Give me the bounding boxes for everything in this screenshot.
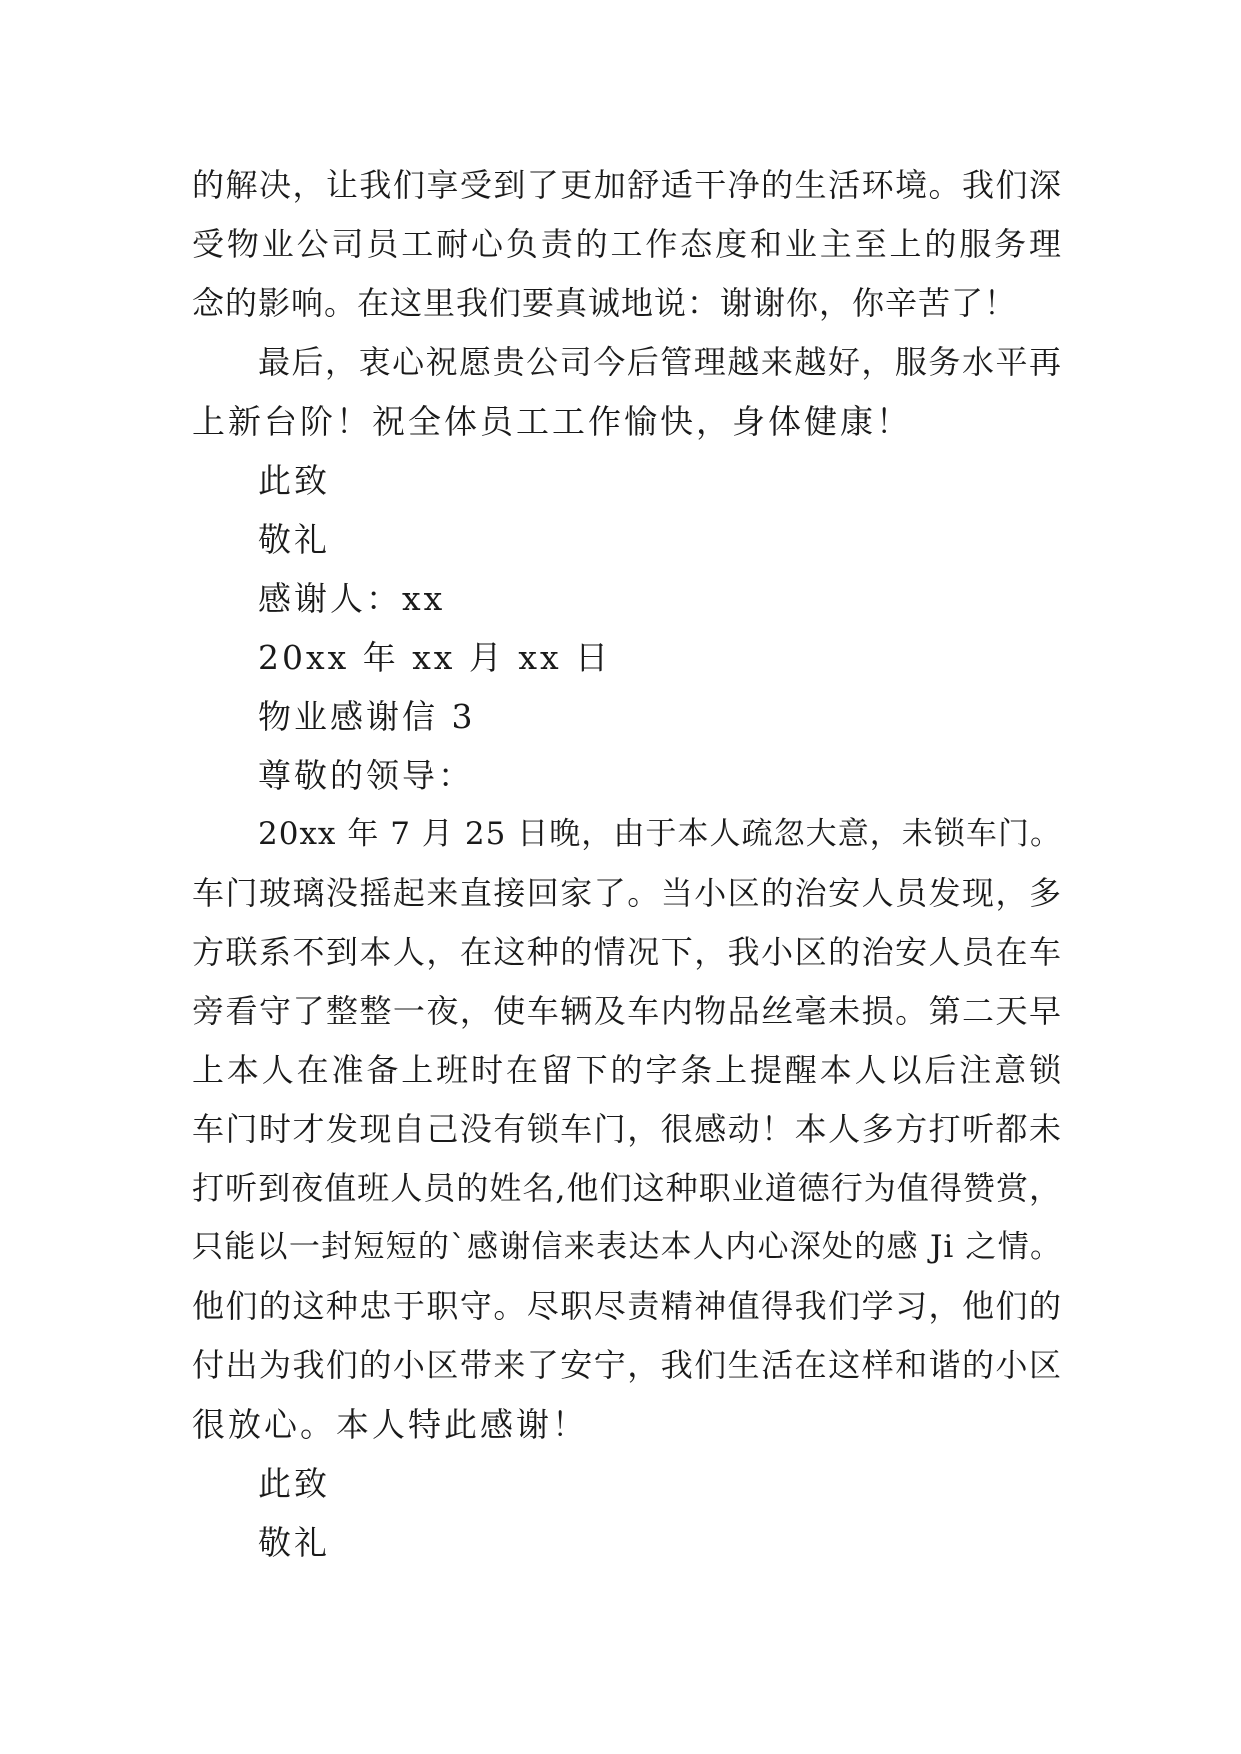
closing-salutation: 此致: [258, 461, 330, 500]
letter-body: [192, 156, 1062, 1572]
greeting-line: 尊敬的领导：: [258, 756, 474, 795]
text-line: 20xx 年 7 月 25 日晚，由于本人疏忽大意，未锁车门。: [258, 816, 1062, 852]
text-line: 他们的这种忠于职守。尽职尽责精神值得我们学习，他们的: [192, 1287, 1062, 1325]
text-line: 上新台阶！祝全体员工工作愉快，身体健康！: [192, 402, 912, 441]
text-line: 的解决，让我们享受到了更加舒适干净的生活环境。我们深: [192, 166, 1062, 204]
text-line: 受物业公司员工耐心负责的工作态度和业主至上的服务理: [192, 225, 1062, 263]
closing-salutation: 此致: [258, 1464, 330, 1503]
text-line: 车门时才发现自己没有锁车门，很感动！本人多方打听都未: [192, 1110, 1062, 1148]
signature-line: 感谢人：xx: [258, 579, 446, 618]
text-line: 方联系不到本人，在这种的情况下，我小区的治安人员在车: [192, 933, 1062, 971]
text-line: 旁看守了整整一夜，使车辆及车内物品丝毫未损。第二天早: [192, 992, 1062, 1030]
section-title: 物业感谢信 3: [258, 697, 476, 736]
text-line: 最后，衷心祝愿贵公司今后管理越来越好，服务水平再: [258, 343, 1062, 381]
closing-regards: 敬礼: [258, 520, 330, 559]
date-line: 20xx 年 xx 月 xx 日: [258, 638, 612, 677]
text-line: 很放心。本人特此感谢！: [192, 1405, 588, 1444]
text-line: 念的影响。在这里我们要真诚地说：谢谢你，你辛苦了！: [192, 284, 1018, 322]
text-line: 打听到夜值班人员的姓名,他们这种职业道德行为值得赞赏，: [192, 1169, 1062, 1207]
text-line: 车门玻璃没摇起来直接回家了。当小区的治安人员发现，多: [192, 874, 1062, 912]
text-line: 付出为我们的小区带来了安宁，我们生活在这样和谐的小区: [192, 1346, 1062, 1384]
text-line: 只能以一封短短的`感谢信来表达本人内心深处的感 Ji 之情。: [192, 1229, 1062, 1265]
closing-regards: 敬礼: [258, 1523, 330, 1562]
text-line: 上本人在准备上班时在留下的字条上提醒本人以后注意锁: [192, 1051, 1062, 1089]
